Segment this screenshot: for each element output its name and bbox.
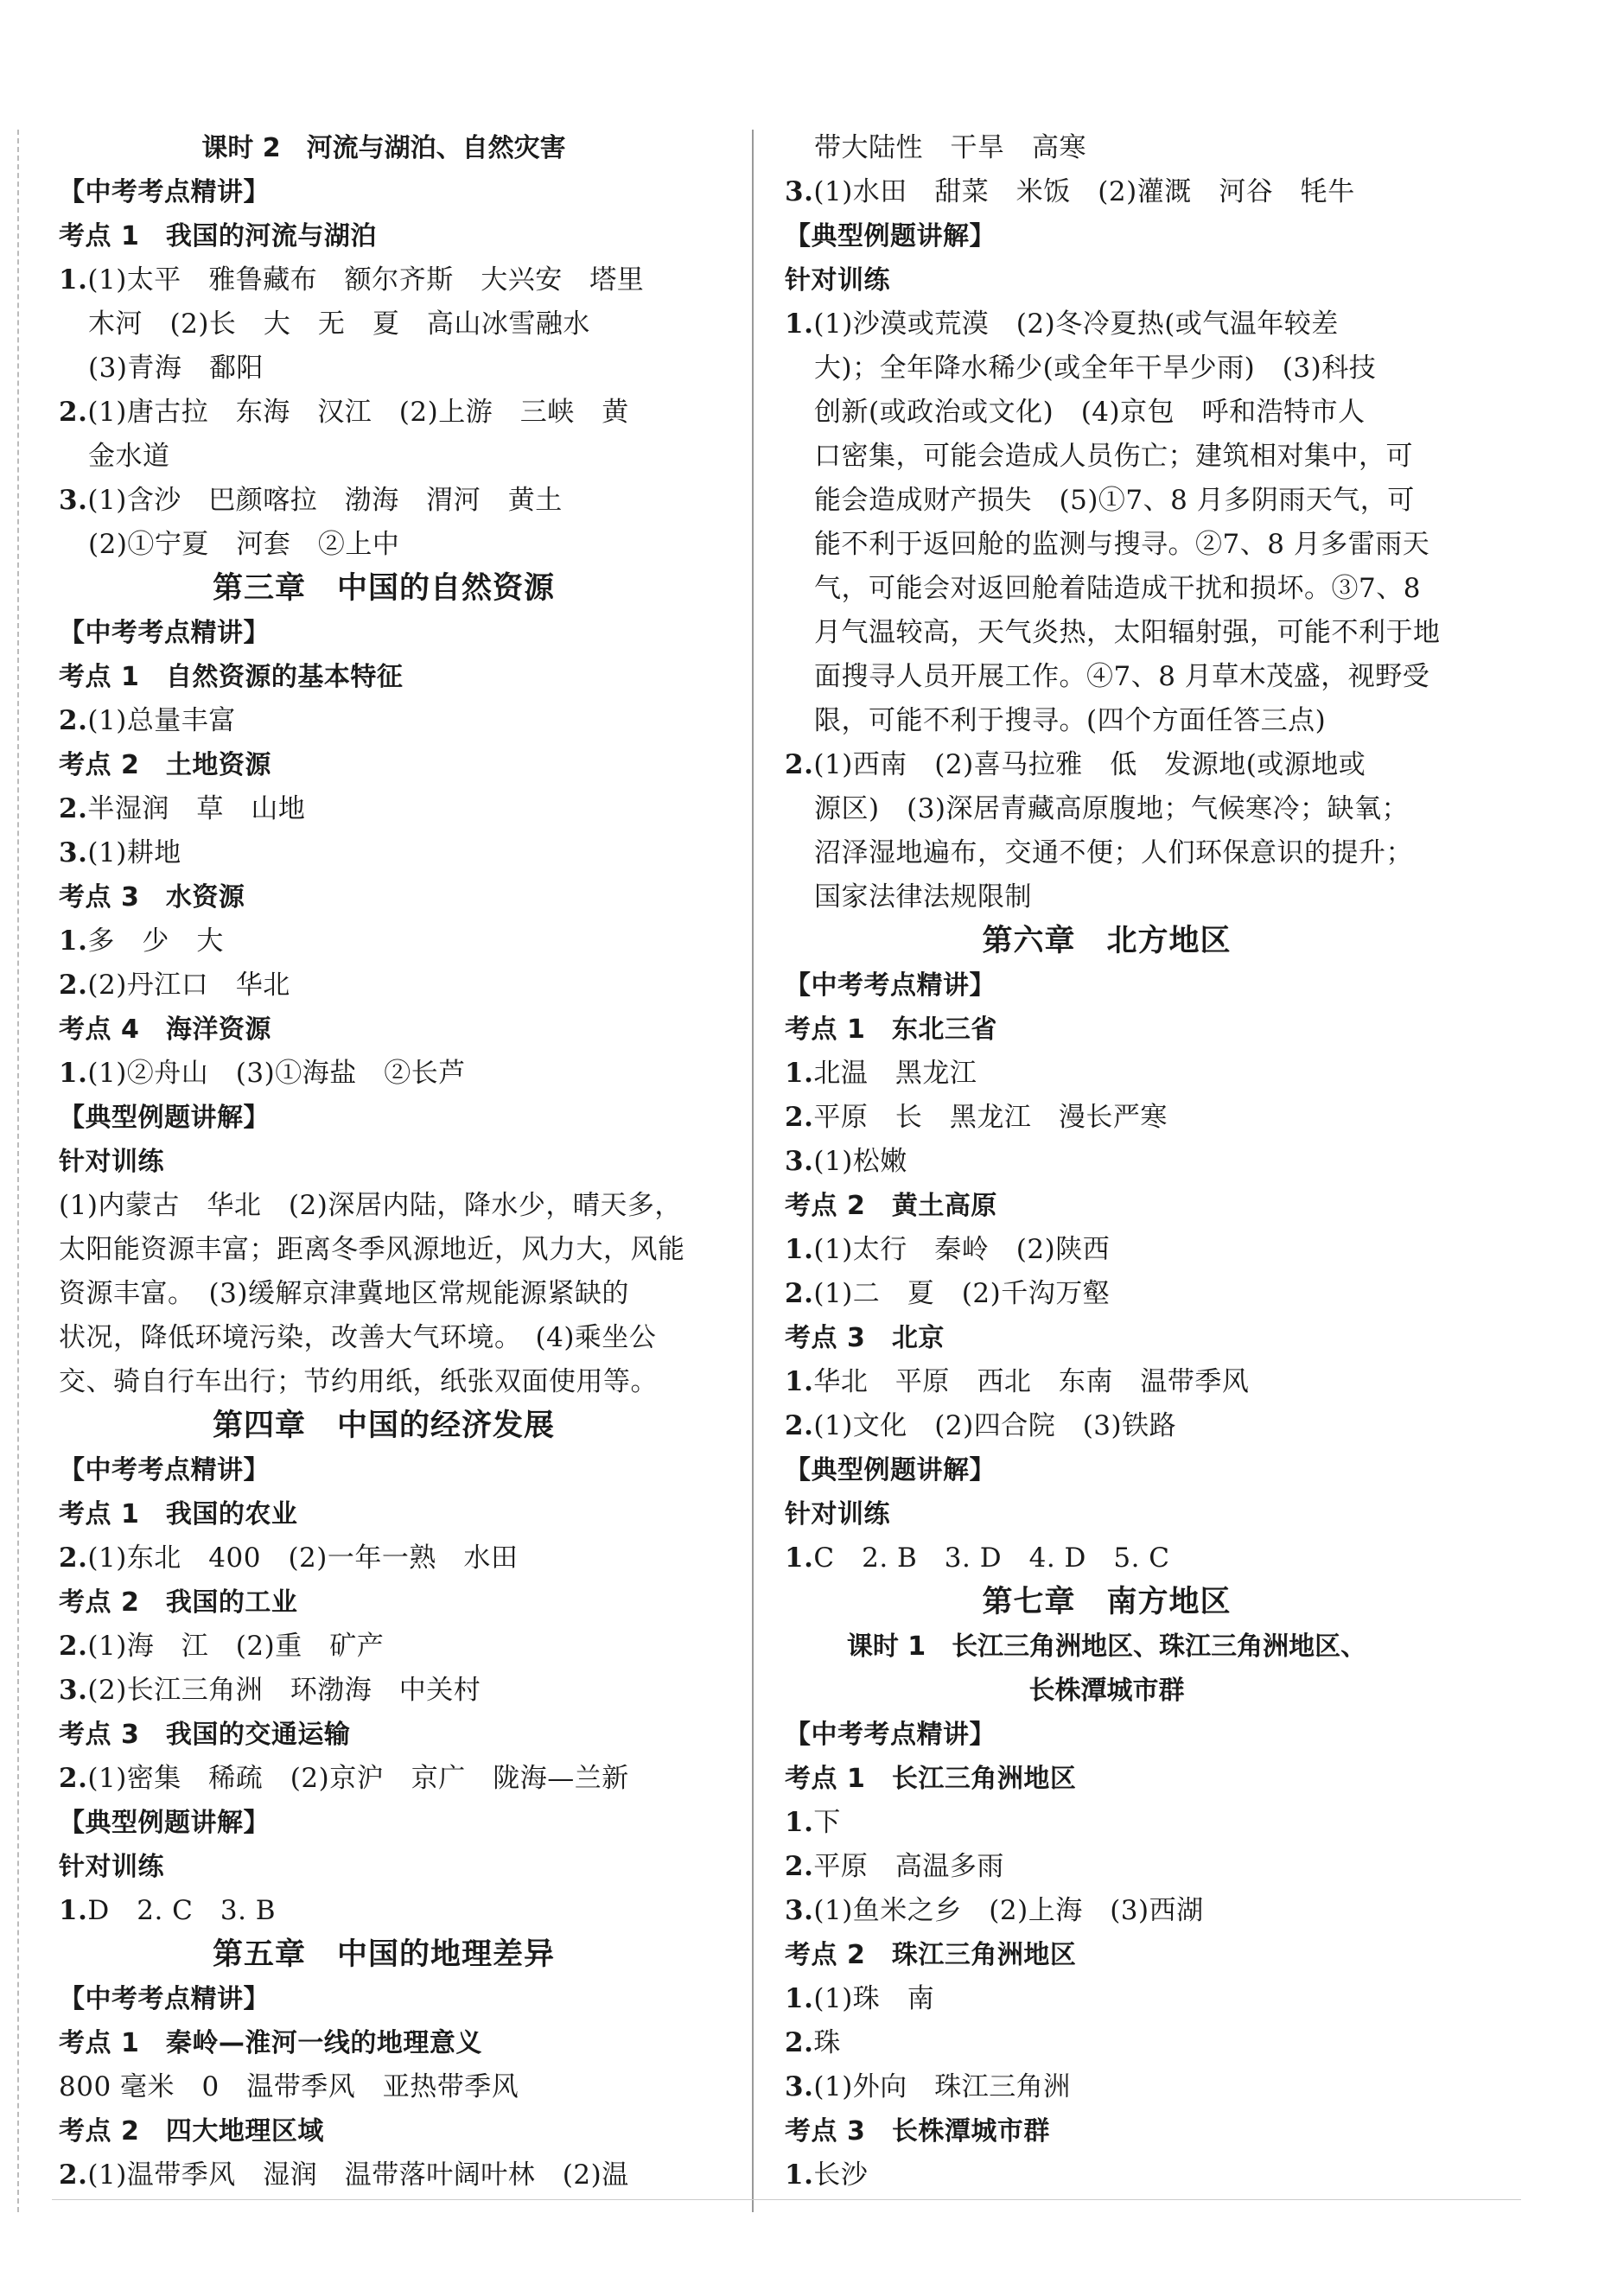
answer-text: 平原 高温多雨 — [813, 1851, 1004, 1882]
answer-line — [785, 2065, 1429, 2109]
item-number: 2. — [785, 1278, 814, 1309]
answer-text: (1)含沙 巴颜喀拉 渤海 渭河 黄土 — [87, 485, 563, 516]
key-point-heading: 考点 2 珠江三角洲地区 — [785, 1940, 1077, 1970]
answer-line: 口密集，可能会造成人员伤亡；建筑相对集中，可 — [814, 441, 1413, 472]
item-number: 1. — [59, 1058, 88, 1089]
answer-line: 资源丰富。 (3)缓解京津冀地区常规能源紧缺的 — [59, 1278, 629, 1309]
item-number: 2. — [785, 749, 814, 780]
answer-line — [59, 699, 709, 743]
item-number: 2. — [59, 970, 88, 1001]
answer-text: (2)丹江口 华北 — [87, 970, 290, 1001]
answer-text: (1)西南 (2)喜马拉雅 低 发源地(或源地或 — [813, 749, 1366, 780]
answer-line — [785, 2021, 1429, 2065]
item-number: 2. — [59, 1631, 88, 1662]
practice-heading: 针对训练 — [785, 265, 890, 296]
answer-line — [785, 1272, 1429, 1316]
answer-line — [785, 1801, 1429, 1845]
answer-line — [785, 743, 1429, 787]
answer-line: 带大陆性 干旱 高寒 — [814, 132, 1086, 163]
answer-line — [59, 1625, 709, 1669]
answer-text: 平原 长 黑龙江 漫长严寒 — [813, 1102, 1168, 1133]
practice-heading: 针对训练 — [785, 1499, 890, 1530]
key-point-heading: 考点 4 海洋资源 — [59, 1014, 271, 1045]
item-number: 3. — [785, 2071, 814, 2102]
answer-line — [785, 1096, 1429, 1140]
answer-text: D 2. C 3. B — [87, 1895, 277, 1926]
answer-line — [785, 1404, 1429, 1448]
item-number: 1. — [785, 2159, 814, 2191]
item-number: 1. — [785, 1234, 814, 1265]
item-number: 2. — [59, 1542, 88, 1574]
answer-line: 能不利于返回舱的监测与搜寻。②7、8 月多雷雨天 — [814, 529, 1430, 560]
answer-text: (1)外向 珠江三角洲 — [813, 2071, 1071, 2102]
answer-line — [59, 1052, 709, 1096]
answer-line — [785, 1536, 1429, 1580]
answer-text: (1)太行 秦岭 (2)陕西 — [813, 1234, 1111, 1265]
answer-line — [59, 831, 709, 875]
item-number: 2. — [785, 1102, 814, 1133]
item-number: 3. — [59, 837, 88, 868]
item-number: 1. — [785, 308, 814, 340]
chapter-title: 第四章 中国的经济发展 — [212, 1409, 555, 1443]
key-point-heading: 考点 3 北京 — [785, 1323, 945, 1353]
item-number: 1. — [59, 264, 88, 296]
item-number: 3. — [785, 1146, 814, 1177]
key-point-heading: 考点 1 我国的农业 — [59, 1499, 298, 1530]
answer-line — [785, 302, 1429, 347]
column-divider — [752, 130, 754, 2212]
answer-line: 800 毫米 0 温带季风 亚热带季风 — [59, 2071, 519, 2102]
left-column — [59, 126, 709, 2197]
answer-text: (1)密集 稀疏 (2)京沪 京广 陇海—兰新 — [87, 1763, 629, 1794]
item-number: 2. — [59, 793, 88, 824]
item-number: 1. — [59, 1895, 88, 1926]
item-number: 1. — [785, 1366, 814, 1397]
key-point-heading: 考点 2 四大地理区域 — [59, 2116, 324, 2147]
item-number: 1. — [785, 1058, 814, 1089]
answer-text: 下 — [813, 1807, 841, 1838]
answer-line — [59, 1889, 709, 1933]
answer-line — [59, 391, 709, 435]
answer-line: 国家法律法规限制 — [814, 881, 1032, 913]
lesson-title-continued: 长株潭城市群 — [1028, 1676, 1185, 1706]
practice-heading: 针对训练 — [59, 1852, 164, 1882]
item-number: 1. — [59, 925, 88, 957]
chapter-title: 第五章 中国的地理差异 — [212, 1937, 555, 1972]
answer-line — [785, 2153, 1429, 2197]
answer-line — [59, 1757, 709, 1801]
item-number: 2. — [785, 1410, 814, 1441]
answer-line: 金水道 — [88, 441, 170, 472]
answer-line: 状况，降低环境污染，改善大气环境。 (4)乘坐公 — [59, 1322, 657, 1353]
answer-text: (2)长江三角洲 环渤海 中关村 — [87, 1675, 481, 1706]
section-heading: 【中考考点精讲】 — [59, 618, 270, 648]
item-number: 2. — [785, 2027, 814, 2058]
answer-line: 创新(或政治或文化) (4)京包 呼和浩特市人 — [814, 397, 1366, 428]
answer-text: (1)海 江 (2)重 矿产 — [87, 1631, 385, 1662]
key-point-heading: 考点 3 水资源 — [59, 882, 245, 913]
answer-text: (1)珠 南 — [813, 1983, 935, 2014]
answer-line — [59, 787, 709, 831]
item-number: 3. — [59, 1675, 88, 1706]
section-heading: 【中考考点精讲】 — [59, 177, 270, 207]
key-point-heading: 考点 1 秦岭—淮河一线的地理意义 — [59, 2028, 482, 2058]
answer-line — [59, 258, 709, 302]
answer-text: 长沙 — [813, 2159, 869, 2191]
answer-text: (1)沙漠或荒漠 (2)冬冷夏热(或气温年较差 — [813, 308, 1339, 340]
answer-text: (1)文化 (2)四合院 (3)铁路 — [813, 1410, 1177, 1441]
key-point-heading: 考点 3 我国的交通运输 — [59, 1720, 351, 1750]
right-column — [785, 126, 1441, 2197]
answer-line: 大)；全年降水稀少(或全年干旱少雨) (3)科技 — [814, 353, 1377, 384]
answer-line: 限，可能不利于搜寻。(四个方面任答三点) — [814, 705, 1327, 736]
section-heading: 【中考考点精讲】 — [785, 970, 996, 1001]
key-point-heading: 考点 1 长江三角洲地区 — [785, 1764, 1077, 1794]
answer-line — [59, 964, 709, 1008]
answer-text: (1)太平 雅鲁藏布 额尔齐斯 大兴安 塔里 — [87, 264, 645, 296]
answer-line: 月气温较高，天气炎热，太阳辐射强，可能不利于地 — [814, 617, 1441, 648]
answer-text: 北温 黑龙江 — [813, 1058, 977, 1089]
answer-line: 面搜寻人员开展工作。④7、8 月草木茂盛，视野受 — [814, 661, 1430, 692]
answer-text: (1)鱼米之乡 (2)上海 (3)西湖 — [813, 1895, 1204, 1926]
section-heading: 【典型例题讲解】 — [59, 1808, 270, 1838]
answer-line — [785, 1140, 1429, 1184]
section-heading: 【中考考点精讲】 — [59, 1984, 270, 2014]
answer-text: (1)②舟山 (3)①海盐 ②长芦 — [87, 1058, 466, 1089]
answer-line: 能会造成财产损失 (5)①7、8 月多阴雨天气，可 — [814, 485, 1415, 516]
key-point-heading: 考点 2 土地资源 — [59, 750, 271, 780]
section-heading: 【中考考点精讲】 — [785, 1720, 996, 1750]
answer-line — [785, 1889, 1429, 1933]
key-point-heading: 考点 3 长株潭城市群 — [785, 2116, 1050, 2147]
lesson-title: 课时 2 河流与湖泊、自然灾害 — [201, 133, 566, 163]
answer-text: (1)总量丰富 — [87, 705, 236, 736]
item-number: 2. — [59, 705, 88, 736]
answer-line — [59, 479, 709, 523]
section-heading: 【中考考点精讲】 — [59, 1455, 270, 1485]
chapter-title: 第七章 南方地区 — [982, 1585, 1232, 1619]
section-heading: 【典型例题讲解】 — [59, 1103, 270, 1133]
item-number: 2. — [59, 397, 88, 428]
answer-line: 交、骑自行车出行；节约用纸，纸张双面使用等。 — [59, 1366, 658, 1397]
answer-line: 气，可能会对返回舱着陆造成干扰和损坏。③7、8 — [814, 573, 1421, 604]
left-margin-line — [17, 130, 19, 2212]
item-number: 3. — [59, 485, 88, 516]
item-number: 3. — [785, 1895, 814, 1926]
answer-line: 沼泽湿地遍布，交通不便；人们环保意识的提升； — [814, 837, 1413, 868]
chapter-title: 第六章 北方地区 — [982, 924, 1232, 958]
answer-line — [785, 1052, 1429, 1096]
answer-text: 多 少 大 — [87, 925, 224, 957]
answer-line — [59, 919, 709, 964]
answer-line — [785, 1977, 1429, 2021]
answer-line — [785, 1360, 1429, 1404]
answer-text: (1)耕地 — [87, 837, 181, 868]
lesson-title: 课时 1 长江三角洲地区、珠江三角洲地区、 — [846, 1631, 1367, 1662]
answer-text: 半湿润 草 山地 — [87, 793, 306, 824]
answer-line: (2)①宁夏 河套 ②上中 — [88, 529, 400, 560]
item-number: 1. — [785, 1983, 814, 2014]
item-number: 2. — [59, 1763, 88, 1794]
answer-line: (3)青海 鄱阳 — [88, 353, 264, 384]
answer-text: (1)温带季风 湿润 温带落叶阔叶林 (2)温 — [87, 2159, 629, 2191]
answer-text: 华北 平原 西北 东南 温带季风 — [813, 1366, 1250, 1397]
section-heading: 【典型例题讲解】 — [785, 221, 996, 251]
answer-text: (1)唐古拉 东海 汉江 (2)上游 三峡 黄 — [87, 397, 629, 428]
answer-text: 珠 — [813, 2027, 841, 2058]
answer-text: (1)东北 400 (2)一年一熟 水田 — [87, 1542, 519, 1574]
item-number: 2. — [59, 2159, 88, 2191]
answer-line — [785, 170, 1429, 214]
answer-line: 木河 (2)长 大 无 夏 高山冰雪融水 — [88, 308, 590, 340]
answer-text: (1)松嫩 — [813, 1146, 907, 1177]
answer-text: C 2. B 3. D 4. D 5. C — [813, 1542, 1170, 1574]
key-point-heading: 考点 1 东北三省 — [785, 1014, 997, 1045]
item-number: 1. — [785, 1807, 814, 1838]
key-point-heading: 考点 1 自然资源的基本特征 — [59, 662, 404, 692]
answer-line: 太阳能资源丰富；距离冬季风源地近，风力大，风能 — [59, 1234, 685, 1265]
answer-line: 源区) (3)深居青藏高原腹地；气候寒冷；缺氧； — [814, 793, 1410, 824]
section-heading: 【典型例题讲解】 — [785, 1455, 996, 1485]
practice-heading: 针对训练 — [59, 1147, 164, 1177]
answer-text: (1)水田 甜菜 米饭 (2)灌溉 河谷 牦牛 — [813, 176, 1355, 207]
item-number: 1. — [785, 1542, 814, 1574]
answer-line — [59, 1669, 709, 1713]
chapter-title: 第三章 中国的自然资源 — [212, 571, 555, 606]
key-point-heading: 考点 2 黄土高原 — [785, 1191, 997, 1221]
answer-line: (1)内蒙古 华北 (2)深居内陆，降水少，晴天多， — [59, 1190, 682, 1221]
item-number: 2. — [785, 1851, 814, 1882]
answer-line — [785, 1228, 1429, 1272]
key-point-heading: 考点 1 我国的河流与湖泊 — [59, 221, 377, 251]
answer-text: (1)二 夏 (2)千沟万壑 — [813, 1278, 1111, 1309]
bottom-rule — [52, 2199, 1521, 2200]
item-number: 3. — [785, 176, 814, 207]
key-point-heading: 考点 2 我国的工业 — [59, 1587, 298, 1618]
answer-line — [785, 1845, 1429, 1889]
answer-line — [59, 2153, 709, 2197]
answer-line — [59, 1536, 709, 1580]
